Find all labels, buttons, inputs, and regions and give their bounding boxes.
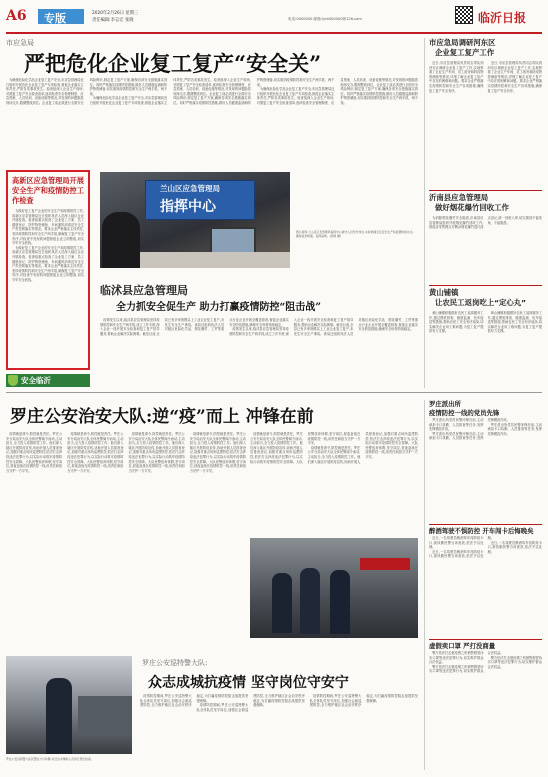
right-lower-divider-2 xyxy=(429,639,542,640)
boxed-story-headline: 高新区应急管理局开展安全生产和疫情防控工作检查 xyxy=(12,176,84,205)
right-lower-2-body: 近日,一名驾驶员醉酒驾车闯防疫卡口,被执勤民警当场查获,依法予以处理。 近日,一名驾驶员醉酒驾车闯防疫卡口,被执勤民警当场查获,依法予以处理。 近日,一名驾驶员醉酒驾车闯防疫卡口,被执勤民警当场查获,依法予以处理。 xyxy=(429,536,542,559)
photo-caption: 图片新闻:兰山区应急管理局指挥中心值守人员坚守岗位,实时掌握全区安全生产和疫情防控动态,确保信息畅通、指挥高效。(孙明 摄) xyxy=(296,230,414,238)
bottom-headline: 众志成城抗疫情 坚守岗位守安宁 xyxy=(148,675,349,691)
right-article-2-headline: 做好烟花爆竹回收工作 xyxy=(435,203,509,212)
bottom-kicker: 罗庄公安巡特警大队: xyxy=(142,659,208,667)
checkpoint-photo xyxy=(6,656,132,754)
right-lower-3-headline: 虚假卖口罩 严打没商量 xyxy=(429,642,496,650)
right-lower-article-2 xyxy=(429,527,542,637)
newspaper-brand: 临沂日报 xyxy=(478,11,527,25)
right-lower-1-headline: 疫情防控一线的党员先锋 xyxy=(429,409,500,417)
right-article-3-body: 黄山铺镇积极做好农民工返岗服务工作,通过摸底排查、健康监测、包车接送等措施,帮助农民工安全有序返岗,切实解决企业用工难问题,为复工复产提供有力支撑。 黄山铺镇积极做好农民工返岗服务工作,通过摸底排查、健康监测、包车接送等措施,帮助农民工安全有序返岗,切实解决企业用工难问题,为复工复产提供有力支撑。 xyxy=(429,311,542,334)
bottom-body: 疫情防控期间,罗庄公安巡特警大队全体队员坚守岗位,加强社会面巡逻防控,全力维护辖区社会治安秩序稳定,为打赢疫情防控阻击战提供坚强保障。 疫情防控期间,罗庄公安巡特警大队全体队员坚守岗位,加强社会面巡逻防控,全力维护辖区社会治安秩序稳定,为打赢疫情防控阻击战提供坚强保障。 疫情防控期间,罗庄公安巡特警大队全体队员坚守岗位,加强社会面巡逻防控,全力维护辖区社会治安秩序稳定,为打赢疫情防控阻击战提供坚强保障。 xyxy=(140,694,418,712)
masthead-rule xyxy=(6,32,542,34)
linshu-body: 疫情发生以来,临沭县应急管理局坚持疫情防控和安全生产两手抓,成立工作专班,深入企业一线开展安全检查和复工复产指导服务,帮助企业解决实际困难。截至目前,全县已有多家规模以上工业企业复工复产,未发生安全生产事故。该局还组织执法人员对辖区危险化学品、烟花爆竹、工贸等重点行业企业开展全覆盖排查,督促企业落实安全防范措施,确保安全形势持续稳定。 疫情发生以来,临沭县应急管理局坚持疫情防控和安全生产两手抓,成立工作专班,深入企业一线开展安全检查和复工复产指导服务,帮助企业解决实际困难。截至目前,全县已有多家规模以上工业企业复工复产,未发生安全生产事故。该局还组织执法人员对辖区危险化学品、烟花爆竹、工贸等重点行业企业开展全覆盖排查,督促企业落实安全防范措施,确保安全形势持续稳定。 xyxy=(100,318,418,336)
checkpoint-officer xyxy=(46,678,72,754)
banner-red xyxy=(360,558,410,570)
right-lower-2-headline: 醉酒驾驶不惧防控 开车闯卡后悔晚矣 xyxy=(429,527,534,535)
luozhuang-body-mid: 疫情就是命令,防控就是责任。罗庄公安分局治安大队全体民警闻令而动,主动担当,全力投入疫情防控工作。他们深入辖区开展防疫宣传,协助开展人员排查登记,加强对重点场所巡逻防控,依法打击涉疫违法犯罪行为,以实际行动筑牢疫情防控安全屏障。大队民警放弃休假,坚守岗位,昼夜奋战在疫情防控一线,用责任和担当守护一方平安。 疫情就是命令,防控就是责任。罗庄公安分局治安大队全体民警闻令而动,主动担当,全力投入疫情防控工作。他们深入辖区开展防疫宣传,协助开展人员排查登记,加强对重点场所巡逻防控,依法打击涉疫违法犯罪行为,以实际行动筑牢疫情防控安全屏障。大队民警放弃休假,坚守岗位,昼夜奋战在疫情防控一线,用责任和担当守护一方平安。 xyxy=(250,432,418,464)
right-article-3-headline: 让农民工返岗吃上“定心丸” xyxy=(435,298,527,307)
right-article-2-body: 为消除烟花爆竹安全隐患,沂南县应急管理局组织开展烟花爆竹回收工作,督促各零售网点对剩余烟花爆竹进行清点登记,统一回收入库,切实做到不留死角、不留隐患。 xyxy=(429,216,542,230)
issue-date: 2020年2月26日 星期三 xyxy=(92,11,139,16)
right-article-1 xyxy=(429,38,542,188)
right-lower-1-kicker: 罗庄派出所 xyxy=(429,400,461,408)
linshu-headline: 全力抓安全促生产 助力打赢疫情防控“阻击战” xyxy=(116,302,321,313)
right-article-1-body: 近日,市应急管理局负责同志带队到河东区调研企业复工复产工作,实地察看了企业生产车间、员工宿舍和防疫物资储备等情况,详细了解企业复工复产中存在的困难和问题。要求企业严格落实疫情防控和安全生产各项措施,确保复工复产安全有序。 近日,市应急管理局负责同志带队到河东区调研企业复工复产工作,实地察看了企业生产车间、员工宿舍和防疫物资储备等情况,详细了解企业复工复产中存在的困难和问题。要求企业严格落实疫情防控和安全生产各项措施,确保复工复产安全有序。 xyxy=(429,61,542,93)
right-lower-article-3 xyxy=(429,642,542,762)
section-tag-label: 安全临沂 xyxy=(21,376,51,385)
boxed-story-body: 为做好复工复产企业的安全生产和疫情防控工作,高新区应急管理局近日组织执法人员深入辖区企业开展检查。检查组重点检查了企业复工方案、员工健康登记、防护物资储备、车间通风消毒及安全生产责任制落实等情况。要求企业严格落实主体责任,坚持疫情防控和安全生产两手抓,确保复工复产安全有序,对检查中发现的问题督促企业立即整改,切实守牢安全底线。 为做好复工复产企业的安全生产和疫情防控工作,高新区应急管理局近日组织执法人员深入辖区企业开展检查。检查组重点检查了企业复工方案、员工健康登记、防护物资储备、车间通风消毒及安全生产责任制落实等情况。要求企业严格落实主体责任,坚持疫情防控和安全生产两手抓,确保复工复产安全有序,对检查中发现的问题督促企业立即整改,切实守牢安全底线。 xyxy=(12,209,84,282)
page-number: A6 xyxy=(6,8,27,24)
right-divider-2 xyxy=(429,285,542,286)
right-lower-column xyxy=(424,400,542,770)
command-center-photo xyxy=(100,172,290,268)
officer-1 xyxy=(272,573,292,633)
car-window xyxy=(78,696,132,736)
boxed-story xyxy=(6,170,90,370)
police-photo xyxy=(250,538,418,638)
linshu-story xyxy=(100,282,418,378)
contact: 电话:0000000 邮箱:lyrb000000@126.com xyxy=(288,17,362,21)
officer-3 xyxy=(330,570,350,634)
luozhuang-body-left: 疫情就是命令,防控就是责任。罗庄公安分局治安大队全体民警闻令而动,主动担当,全力投入疫情防控工作。他们深入辖区开展防疫宣传,协助开展人员排查登记,加强对重点场所巡逻防控,依法打击涉疫违法犯罪行为,以实际行动筑牢疫情防控安全屏障。大队民警放弃休假,坚守岗位,昼夜奋战在疫情防控一线,用责任和担当守护一方平安。 疫情就是命令,防控就是责任。罗庄公安分局治安大队全体民警闻令而动,主动担当,全力投入疫情防控工作。他们深入辖区开展防疫宣传,协助开展人员排查登记,加强对重点场所巡逻防控,依法打击涉疫违法犯罪行为,以实际行动筑牢疫情防控安全屏障。大队民警放弃休假,坚守岗位,昼夜奋战在疫情防控一线,用责任和担当守护一方平安。 疫情就是命令,防控就是责任。罗庄公安分局治安大队全体民警闻令而动,主动担当,全力投入疫情防控工作。他们深入辖区开展防疫宣传,协助开展人员排查登记,加强对重点场所巡逻防控,依法打击涉疫违法犯罪行为,以实际行动筑牢疫情防控安全屏障。大队民警放弃休假,坚守岗位,昼夜奋战在疫情防控一线,用责任和担当守护一方平安。 疫情就是命令,防控就是责任。罗庄公安分局治安大队全体民警闻令而动,主动担当,全力投入疫情防控工作。他们深入辖区开展防疫宣传,协助开展人员排查登记,加强对重点场所巡逻防控,依法打击涉疫违法犯罪行为,以实际行动筑牢疫情防控安全屏障。大队民警放弃休假,坚守岗位,昼夜奋战在疫情防控一线,用责任和担当守护一方平安。 xyxy=(6,432,246,473)
right-divider-1 xyxy=(429,190,542,191)
officer-2 xyxy=(300,568,320,634)
right-lower-divider-1 xyxy=(429,524,542,525)
right-lower-3-body: 警方依法打击借疫情之机销售假冒伪劣口罩等违法犯罪行为,切实维护群众合法权益。 警方依法打击借疫情之机销售假冒伪劣口罩等违法犯罪行为,切实维护群众合法权益。 警方依法打击借疫情之机销售假冒伪劣口罩等违法犯罪行为,切实维护群众合法权益。 xyxy=(429,651,542,674)
linshu-kicker: 临沭县应急管理局 xyxy=(100,284,188,297)
shield-icon xyxy=(8,375,18,386)
banner-text: 兰山区应急管理局 xyxy=(160,184,220,193)
sign-text: 指挥中心 xyxy=(160,199,216,215)
right-column xyxy=(424,38,542,388)
top-story xyxy=(6,38,418,163)
right-article-2 xyxy=(429,193,542,283)
right-lower-1-body: 罗庄派出所党员民警冲锋在前,主动承担卡口执勤、人员排查等任务,发挥先锋模范作用。 罗庄派出所党员民警冲锋在前,主动承担卡口执勤、人员排查等任务,发挥先锋模范作用。 罗庄派出所党员民警冲锋在前,主动承担卡口执勤、人员排查等任务,发挥先锋模范作用。 xyxy=(429,418,542,441)
section-label: 专版 xyxy=(44,12,66,25)
right-article-2-kicker: 沂南县应急管理局 xyxy=(429,193,489,202)
right-article-1-headline: 企业复工复产工作 xyxy=(435,48,495,57)
section-divider xyxy=(6,392,542,393)
top-story-kicker: 市应急局 xyxy=(6,39,34,47)
luozhuang-headline: 罗庄公安治安大队:逆“疫”而上 冲锋在前 xyxy=(10,407,314,427)
top-story-headline: 严把危化企业复工复产“安全关” xyxy=(24,51,322,76)
qr-code-icon xyxy=(455,6,473,24)
right-article-1-kicker: 市应急局调研河东区 xyxy=(429,38,496,47)
right-article-3-kicker: 黄山铺镇 xyxy=(429,288,459,297)
desk xyxy=(140,252,290,268)
bottom-caption: 罗庄公安巡特警大队民警在卡口执勤,对过往车辆和人员进行登记检查。 xyxy=(6,757,94,761)
editor: 责任编辑:李志宏 张晓 xyxy=(92,18,134,23)
top-story-body: 为确保危险化学品企业复工复产安全,市应急管理局近日组织开展危化企业复工复产专项检查,督促企业落实主体责任,严防各类事故发生。检查组深入企业生产现场,对照复工复产安全检查清单,逐项检查安全管理制度、应急预案、人员培训、设备设施等情况,对发现的问题隐患现场交办,限期整改到位。企业复工前必须进行全面安全风险辨识,制定复工复产方案,确保各项安全措施落实到位。同时严格落实疫情防控措施,做好人员健康监测和防护物资储备,切实做到疫情防控和安全生产两手抓、两不误。 为确保危险化学品企业复工复产安全,市应急管理局近日组织开展危化企业复工复产专项检查,督促企业落实主体责任,严防各类事故发生。检查组深入企业生产现场,对照复工复产安全检查清单,逐项检查安全管理制度、应急预案、人员培训、设备设施等情况,对发现的问题隐患现场交办,限期整改到位。企业复工前必须进行全面安全风险辨识,制定复工复产方案,确保各项安全措施落实到位。同时严格落实疫情防控措施,做好人员健康监测和防护物资储备,切实做到疫情防控和安全生产两手抓、两不误。 为确保危险化学品企业复工复产安全,市应急管理局近日组织开展危化企业复工复产专项检查,督促企业落实主体责任,严防各类事故发生。检查组深入企业生产现场,对照复工复产安全检查清单,逐项检查安全管理制度、应急预案、人员培训、设备设施等情况,对发现的问题隐患现场交办,限期整改到位。企业复工前必须进行全面安全风险辨识,制定复工复产方案,确保各项安全措施落实到位。同时严格落实疫情防控措施,做好人员健康监测和防护物资储备,切实做到疫情防控和安全生产两手抓、两不误。 xyxy=(6,78,418,105)
monitor xyxy=(210,227,256,255)
masthead xyxy=(6,6,542,30)
right-lower-article-1 xyxy=(429,400,542,522)
right-article-3 xyxy=(429,288,542,388)
person-figure xyxy=(102,212,140,268)
